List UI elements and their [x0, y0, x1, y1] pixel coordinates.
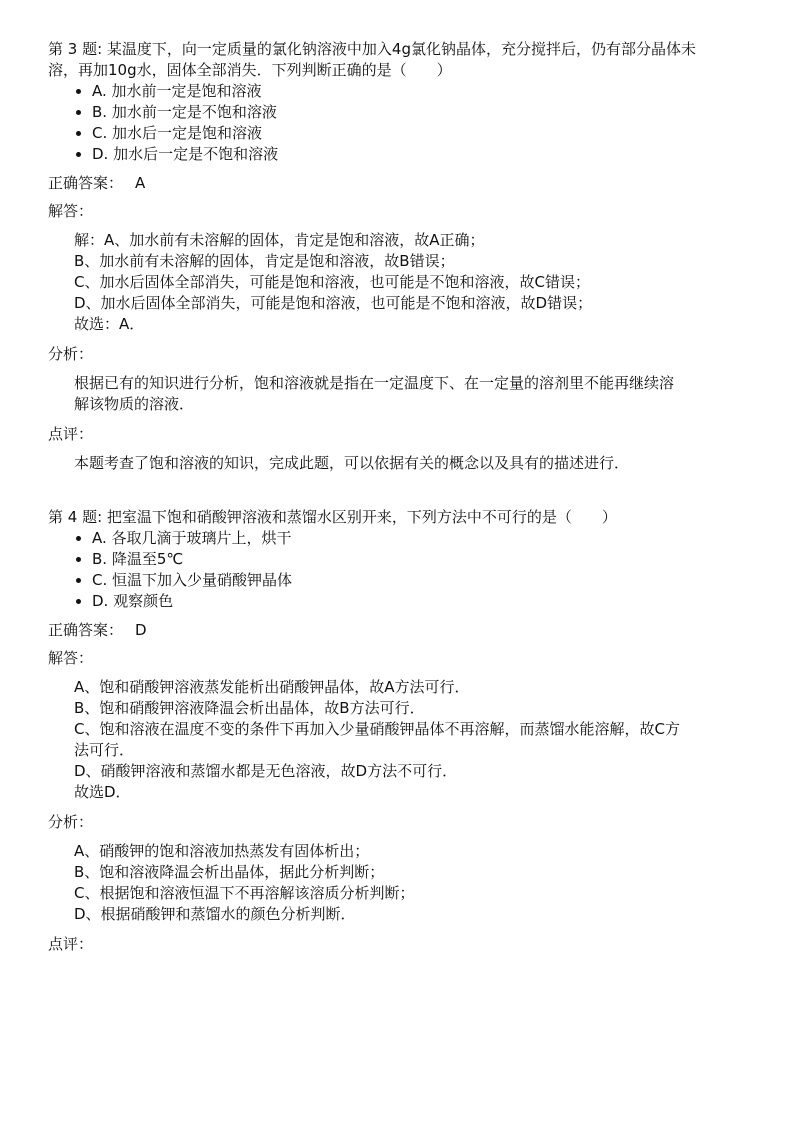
answer-value: D: [135, 621, 147, 639]
option-a: A. 各取几滴于玻璃片上，烘干: [76, 528, 752, 549]
option-c: C. 恒温下加入少量硝酸钾晶体: [76, 570, 752, 591]
solution-line: A、饱和硝酸钾溶液蒸发能析出硝酸钾晶体，故A方法可行．: [74, 678, 470, 696]
solution-label: 解答：: [48, 649, 94, 667]
solution-line: C、饱和溶液在温度不变的条件下再加入少量硝酸钾晶体不再溶解，而蒸馏水能溶解，故C方: [74, 720, 680, 738]
answer-label: 正确答案：: [48, 174, 124, 192]
answer-value: A: [135, 174, 146, 192]
solution-line: D、加水后固体全部消失，可能是饱和溶液，也可能是不饱和溶液，故D错误；: [74, 294, 593, 312]
analysis-body: [48, 841, 752, 925]
analysis-line: 解该物质的溶液．: [74, 395, 195, 413]
comment-body: [48, 453, 752, 474]
option-c: C. 加水后一定是饱和溶液: [76, 123, 752, 144]
comment-label: 点评：: [48, 935, 94, 953]
solution-line: 故选D．: [74, 783, 131, 801]
question-4: [48, 507, 752, 955]
answer-line: [48, 173, 752, 194]
analysis-line: 根据已有的知识进行分析，饱和溶液就是指在一定温度下、在一定量的溶剂里不能再继续溶: [74, 374, 675, 392]
answer-label: 正确答案：: [48, 621, 124, 639]
analysis-line: C、根据饱和溶液恒温下不再溶解该溶质分析判断；: [74, 884, 415, 902]
solution-line: 解：A、加水前有未溶解的固体，肯定是饱和溶液，故A正确；: [74, 231, 485, 249]
option-b: B. 降温至5℃: [76, 549, 752, 570]
question-3: [48, 39, 752, 474]
option-list: [48, 528, 752, 612]
question-title-line: 溶，再加10g水，固体全部消失．下列判断正确的是（ ）: [48, 61, 452, 79]
analysis-line: A、硝酸钾的饱和溶液加热蒸发有固体析出；: [74, 842, 370, 860]
answer-line: [48, 620, 752, 641]
question-title-line: 第 3 题: 某温度下，向一定质量的氯化钠溶液中加入4g氯化钠晶体，充分搅拌后，仍有部分晶体未: [48, 40, 696, 58]
solution-line: 故选：A．: [74, 315, 145, 333]
analysis-line: D、根据硝酸钾和蒸馏水的颜色分析判断．: [74, 905, 356, 923]
option-list: [48, 81, 752, 165]
solution-label: 解答：: [48, 202, 94, 220]
option-b: B. 加水前一定是不饱和溶液: [76, 102, 752, 123]
analysis-label: 分析：: [48, 345, 94, 363]
option-d: D. 观察颜色: [76, 591, 752, 612]
question-separator: [48, 483, 752, 507]
analysis-label: 分析：: [48, 813, 94, 831]
solution-line: D、硝酸钾溶液和蒸馏水都是无色溶液，故D方法不可行．: [74, 762, 458, 780]
analysis-line: B、饱和溶液降温会析出晶体，据此分析判断；: [74, 863, 385, 881]
option-a: A. 加水前一定是饱和溶液: [76, 81, 752, 102]
solution-line: B、饱和硝酸钾溶液降温会析出晶体，故B方法可行．: [74, 699, 425, 717]
solution-body: [48, 230, 752, 335]
solution-line: B、加水前有未溶解的固体，肯定是饱和溶液，故B错误；: [74, 252, 455, 270]
question-title-line: 第 4 题: 把室温下饱和硝酸钾溶液和蒸馏水区别开来，下列方法中不可行的是（ ）: [48, 508, 617, 526]
solution-body: [48, 677, 752, 803]
comment-label: 点评：: [48, 425, 94, 443]
option-d: D. 加水后一定是不饱和溶液: [76, 144, 752, 165]
analysis-body: [48, 373, 752, 415]
solution-line: 法可行．: [74, 741, 135, 759]
solution-line: C、加水后固体全部消失，可能是饱和溶液，也可能是不饱和溶液，故C错误；: [74, 273, 590, 291]
comment-line: 本题考查了饱和溶液的知识，完成此题，可以依据有关的概念以及具有的描述进行．: [74, 454, 630, 472]
